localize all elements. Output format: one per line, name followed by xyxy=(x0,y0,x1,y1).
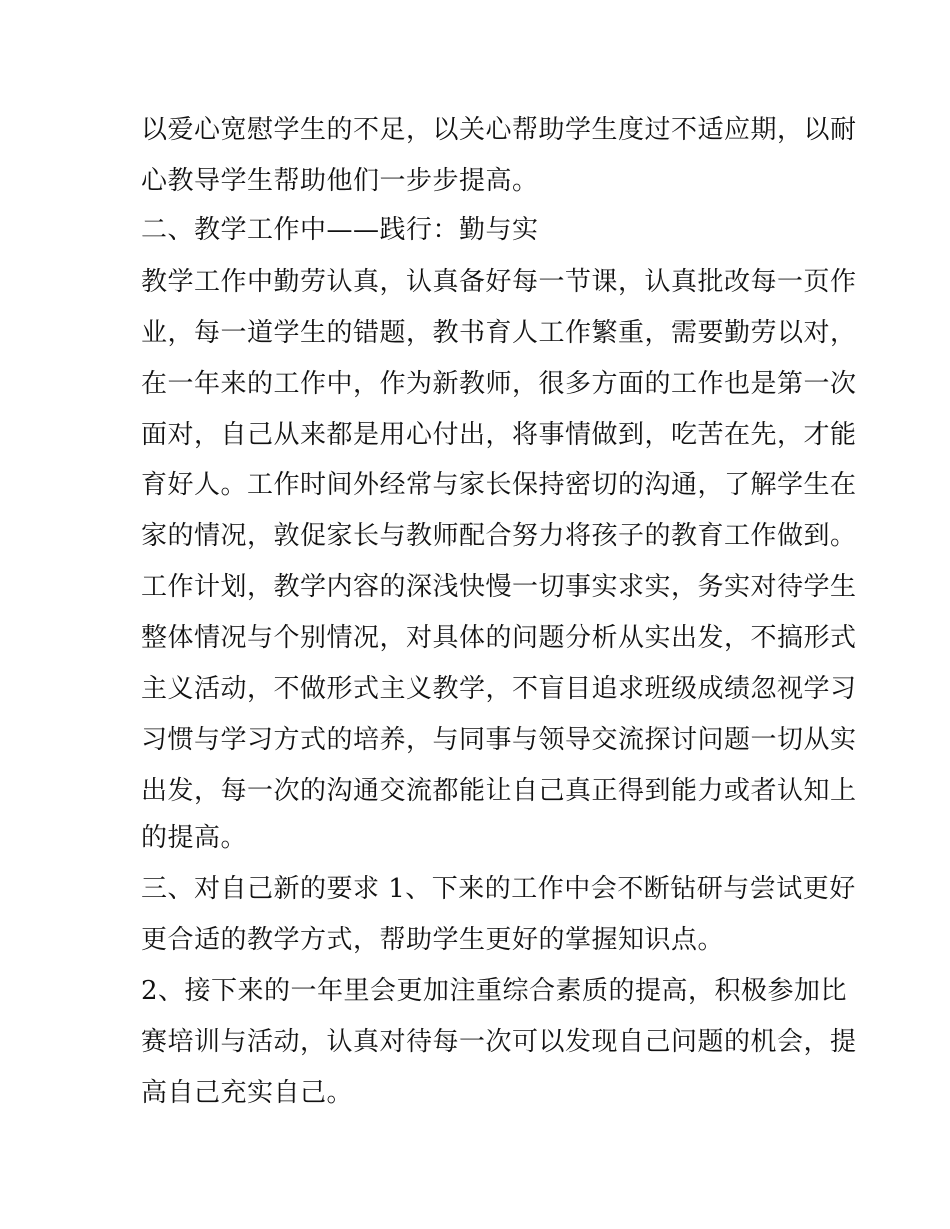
text-line: 2、接下来的一年里会更加注重综合素质的提高，积极参加比 xyxy=(141,976,848,1006)
text-line: 赛培训与活动，认真对待每一次可以发现自己问题的机会，提 xyxy=(141,1027,857,1057)
text-line: 业，每一道学生的错题，教书育人工作繁重，需要勤劳以对， xyxy=(141,318,857,348)
text-line: 出发，每一次的沟通交流都能让自己真正得到能力或者认知上 xyxy=(141,776,857,806)
text-line: 家的情况，敦促家长与教师配合努力将孩子的教育工作做到。 xyxy=(141,521,857,551)
text-line: 育好人。工作时间外经常与家长保持密切的沟通，了解学生在 xyxy=(141,470,857,500)
text-line: 更合适的教学方式，帮助学生更好的掌握知识点。 xyxy=(141,925,725,955)
text-line: 高自己充实自己。 xyxy=(141,1078,354,1108)
text-line: 整体情况与个别情况，对具体的问题分析从实出发，不搞形式 xyxy=(141,623,857,653)
text-line: 面对，自己从来都是用心付出，将事情做到，吃苦在先，才能 xyxy=(141,420,857,450)
text-line: 主义活动，不做形式主义教学，不盲目追求班级成绩忽视学习 xyxy=(141,674,857,704)
text-line: 习惯与学习方式的培养，与同事与领导交流探讨问题一切从实 xyxy=(141,725,857,755)
text-line: 教学工作中勤劳认真，认真备好每一节课，认真批改每一页作 xyxy=(141,267,857,297)
text-line: 的提高。 xyxy=(141,823,248,853)
text-line: 工作计划，教学内容的深浅快慢一切事实求实，务实对待学生 xyxy=(141,572,857,602)
text-line: 心教导学生帮助他们一步步提高。 xyxy=(141,166,539,196)
section-heading: 三、对自己新的要求 1、下来的工作中会不断钻研与尝试更好 xyxy=(141,874,856,904)
text-line: 在一年来的工作中，作为新教师，很多方面的工作也是第一次 xyxy=(141,369,857,399)
text-line: 以爱心宽慰学生的不足，以关心帮助学生度过不适应期，以耐 xyxy=(141,115,857,145)
section-heading: 二、教学工作中——践行：勤与实 xyxy=(141,215,539,245)
